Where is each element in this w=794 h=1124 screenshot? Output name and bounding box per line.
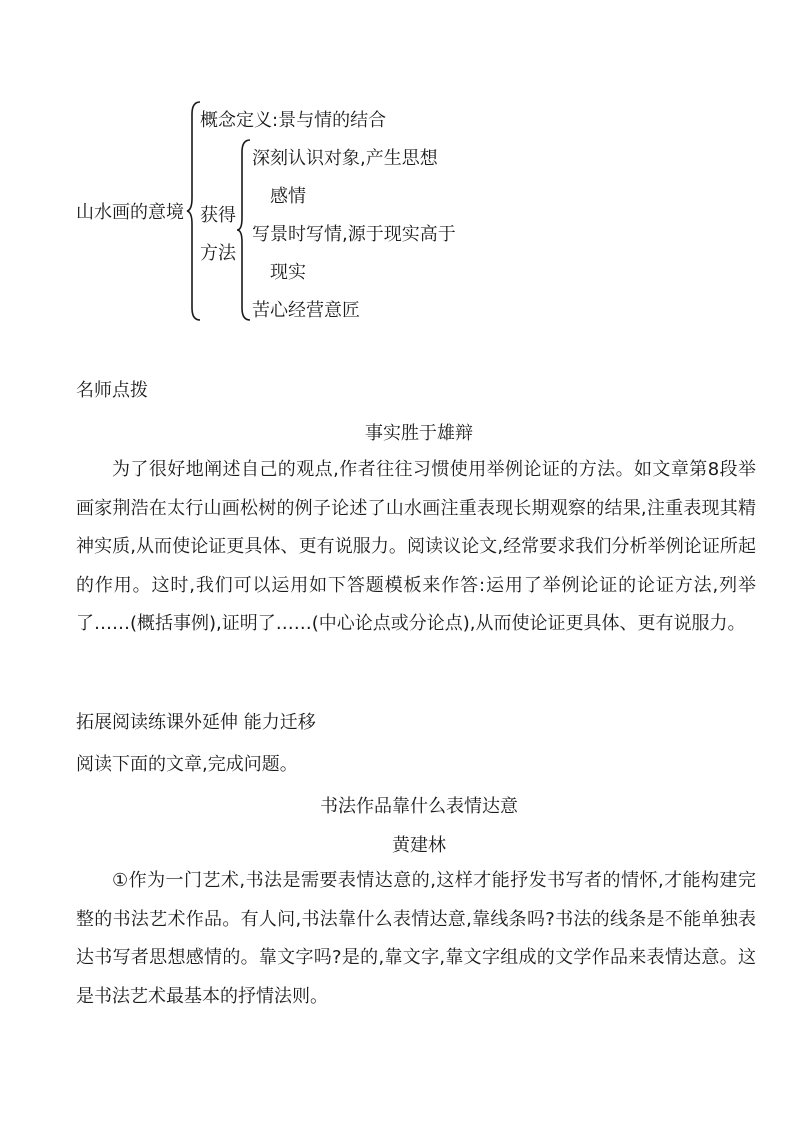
extension-heading: 拓展阅读练课外延伸 能力迁移	[76, 712, 316, 733]
method-2-line2: 现实	[270, 262, 306, 283]
method-1-line1: 深刻认识对象,产生思想	[252, 148, 438, 169]
method-1-line2: 感情	[270, 186, 306, 207]
article-paragraph-1: ①作为一门艺术,书法是需要表情达意的,这样才能抒发书写者的情怀,才能构建完整的书法艺术作品。有人问,书法靠什么表情达意,靠线条吗?书法的线条是不能单独表达书写者思想感情的。靠文字吗?是的,靠文字,靠文字组成的文学作品来表情达意。这是书法艺术最基本的抒情法则。	[76, 870, 756, 1007]
tips-heading: 名师点拨	[76, 380, 148, 401]
method-label-line2: 方法	[200, 243, 236, 264]
article-title: 书法作品靠什么表情达意	[320, 796, 518, 817]
method-3: 苦心经营意匠	[252, 300, 360, 321]
method-label-line1: 获得	[200, 205, 236, 226]
tips-paragraph: 为了很好地阐述自己的观点,作者往往习惯使用举例论证的方法。如文章第8段举画家荆浩在太行山画松树的例子论述了山水画注重表现长期观察的结果,注重表现其精神实质,从而使论证更具体、更有说服力。阅读议论文,经常要求我们分析举例论证所起的作用。这时,我们可以运用如下答题模板来作答:运用了举例论证的论证方法,列举了……(概括事例),证明了……(中心论点或分论点),从而使论证更具体、更有说服力。	[76, 459, 756, 634]
inner-brace	[236, 138, 252, 322]
method-2-line1: 写景时写情,源于现实高于	[252, 224, 456, 245]
article-author: 黄建林	[392, 835, 446, 856]
tips-title: 事实胜于雄辩	[365, 423, 473, 444]
mindmap-root: 山水画的意境	[76, 202, 184, 223]
mindmap-definition: 概念定义:景与情的结合	[200, 110, 387, 131]
reading-instruction: 阅读下面的文章,完成问题。	[76, 754, 298, 775]
